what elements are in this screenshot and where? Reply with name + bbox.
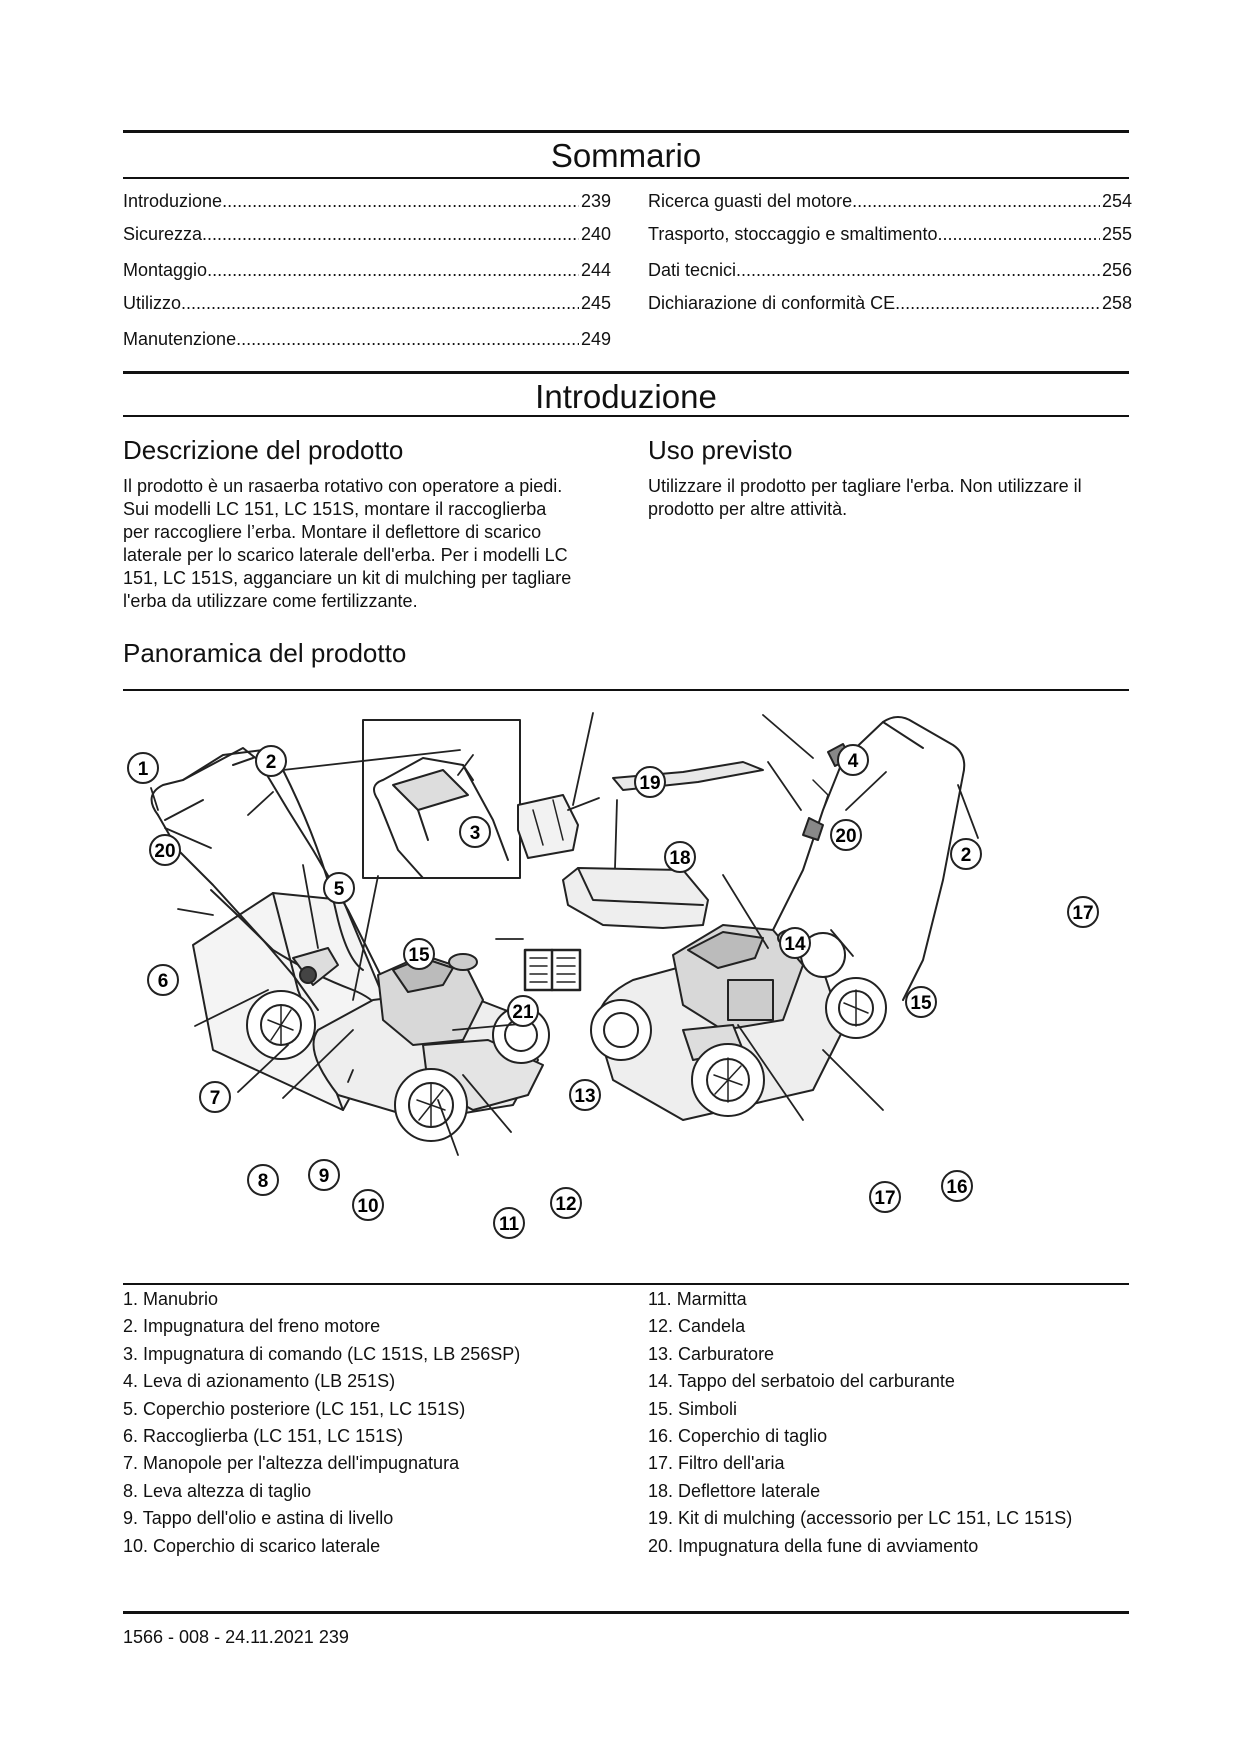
callout-14: [780, 928, 810, 958]
svg-text:1: 1: [137, 759, 149, 780]
toc-entry[interactable]: Trasporto, stoccaggio e smaltimento ..... 255: [648, 223, 1132, 245]
side-deflector-illustration: [563, 868, 708, 928]
page-footer: [123, 1627, 349, 1648]
callout-15: [404, 939, 434, 969]
callout-6: [148, 965, 178, 995]
legend-item: 6. Raccoglierba (LC 151, LC 151S): [123, 1426, 404, 1447]
callout-2: [256, 746, 286, 776]
callout-20-right: [831, 820, 861, 850]
legend-item: 15. Simboli: [648, 1398, 738, 1419]
footer-rule: [123, 1611, 1129, 1614]
legend-left: [123, 1286, 623, 1560]
legend-item: 11. Marmitta: [648, 1289, 747, 1309]
legend-right: [648, 1286, 1148, 1560]
page-number: 239: [318, 1627, 349, 1647]
svg-text:6: 6: [157, 971, 169, 992]
overview-heading: Panoramica del prodotto: [123, 638, 407, 668]
callout-1: [128, 753, 158, 783]
callout-20: [150, 835, 180, 865]
toc-entry[interactable]: Utilizzo ..... 245: [123, 292, 611, 314]
svg-text:9: 9: [318, 1166, 330, 1187]
callout-11: [494, 1208, 524, 1238]
legend-item: 8. Leva altezza di taglio: [123, 1480, 312, 1501]
toc-entry[interactable]: Dichiarazione di conformità CE ..... 258: [648, 292, 1132, 314]
toc-entry[interactable]: Montaggio ..... 244: [123, 259, 611, 281]
toc-entry[interactable]: Manutenzione ..... 249: [123, 328, 611, 350]
callout-5: [324, 873, 354, 903]
toc-entry[interactable]: Sicurezza ..... 240: [123, 223, 611, 245]
callout-8: [248, 1165, 278, 1195]
document-number: 1566 - 008 - 24.11.2021: [123, 1627, 314, 1647]
toc-entry[interactable]: Introduzione ..... 239: [123, 190, 611, 212]
legend-item: 13. Carburatore: [648, 1343, 775, 1364]
svg-text:5: 5: [333, 879, 345, 900]
intended-use-text: Utilizzare il prodotto per tagliare l'erba. Non utilizzare il prodotto per altre attività.: [648, 476, 1082, 519]
svg-text:2: 2: [960, 845, 972, 866]
manual-book-icon: [525, 950, 580, 990]
svg-text:7: 7: [209, 1088, 221, 1109]
lawnmower-figure: [123, 700, 1129, 1275]
callout-13: [570, 1080, 600, 1110]
callout-15-right: [906, 987, 936, 1017]
callout-17-top: [1068, 897, 1098, 927]
svg-text:10: 10: [357, 1196, 379, 1217]
callout-12: [551, 1188, 581, 1218]
svg-text:17: 17: [1072, 903, 1094, 924]
svg-text:14: 14: [784, 934, 806, 955]
toc-bottom-rule: [123, 177, 1129, 179]
svg-text:12: 12: [555, 1194, 577, 1215]
svg-text:8: 8: [257, 1171, 269, 1192]
legend-item: 3. Impugnatura di comando (LC 151S, LB 256SP): [123, 1343, 521, 1364]
toc-top-rule: [123, 130, 1129, 133]
svg-text:19: 19: [639, 773, 661, 794]
toc-entry[interactable]: Ricerca guasti del motore ..... 254: [648, 190, 1132, 212]
toc-entry[interactable]: Dati tecnici ..... 256: [648, 259, 1132, 281]
svg-text:15: 15: [408, 945, 430, 966]
legend-item: 7. Manopole per l'altezza dell'impugnatura: [123, 1453, 460, 1474]
toc-title: Sommario: [550, 137, 702, 174]
legend-item: 14. Tappo del serbatoio del carburante: [648, 1371, 955, 1392]
callout-2-right: [951, 839, 981, 869]
legend-item: 18. Deflettore laterale: [648, 1480, 821, 1501]
description-text: Il prodotto è un rasaerba rotativo con operatore a piedi. Sui modelli LC 151, LC 151S, montare il raccoglierba per raccogliere l’erba. Montare il deflettore di scarico laterale per lo scarico laterale dell'erba. Per i modelli LC 151, LC 151S, agganciare un kit di mulching per tagliare l'erba da utilizzare come fertilizzante.: [123, 476, 572, 611]
svg-text:16: 16: [946, 1177, 968, 1198]
callout-21: [508, 996, 538, 1026]
svg-text:2: 2: [265, 752, 277, 773]
legend-item: 9. Tappo dell'olio e astina di livello: [123, 1508, 394, 1529]
svg-text:3: 3: [469, 823, 481, 844]
legend-item: 16. Coperchio di taglio: [648, 1426, 828, 1447]
callout-3: [460, 817, 490, 847]
intended-use-heading: Uso previsto: [648, 435, 793, 465]
svg-text:21: 21: [512, 1002, 534, 1023]
description-heading: Descrizione del prodotto: [123, 435, 404, 465]
legend-item: 17. Filtro dell'aria: [648, 1453, 785, 1474]
legend-item: 12. Candela: [648, 1316, 746, 1337]
callout-19: [635, 767, 665, 797]
legend-item: 10. Coperchio di scarico laterale: [123, 1535, 381, 1556]
svg-text:17: 17: [874, 1188, 896, 1209]
legend-item: 19. Kit di mulching (accessorio per LC 151, LC 151S): [648, 1508, 1073, 1529]
svg-text:11: 11: [498, 1214, 520, 1235]
intro-bottom-rule: [123, 415, 1129, 417]
legend-item: 5. Coperchio posteriore (LC 151, LC 151S): [123, 1398, 466, 1419]
callout-16: [942, 1171, 972, 1201]
handle-detail-inset: [363, 720, 520, 878]
callout-9: [309, 1160, 339, 1190]
svg-text:15: 15: [910, 993, 932, 1014]
legend-item: 2. Impugnatura del freno motore: [123, 1316, 381, 1337]
callout-7: [200, 1082, 230, 1112]
legend-item: 20. Impugnatura della fune di avviamento: [648, 1535, 979, 1556]
svg-text:13: 13: [574, 1086, 596, 1107]
legend-item: 4. Leva di azionamento (LB 251S): [123, 1371, 396, 1392]
svg-text:20: 20: [154, 841, 176, 862]
overview-rule: [123, 689, 1129, 691]
callout-10: [353, 1190, 383, 1220]
svg-text:4: 4: [847, 751, 859, 772]
callout-18: [665, 842, 695, 872]
callout-4: [838, 745, 868, 775]
svg-text:20: 20: [835, 826, 857, 847]
intro-top-rule: [123, 371, 1129, 374]
svg-text:18: 18: [669, 848, 691, 869]
legend-rule: [123, 1283, 1129, 1285]
callout-17-bottom: [870, 1182, 900, 1212]
legend-item: 1. Manubrio: [123, 1289, 219, 1309]
intro-title: Introduzione: [535, 378, 717, 415]
